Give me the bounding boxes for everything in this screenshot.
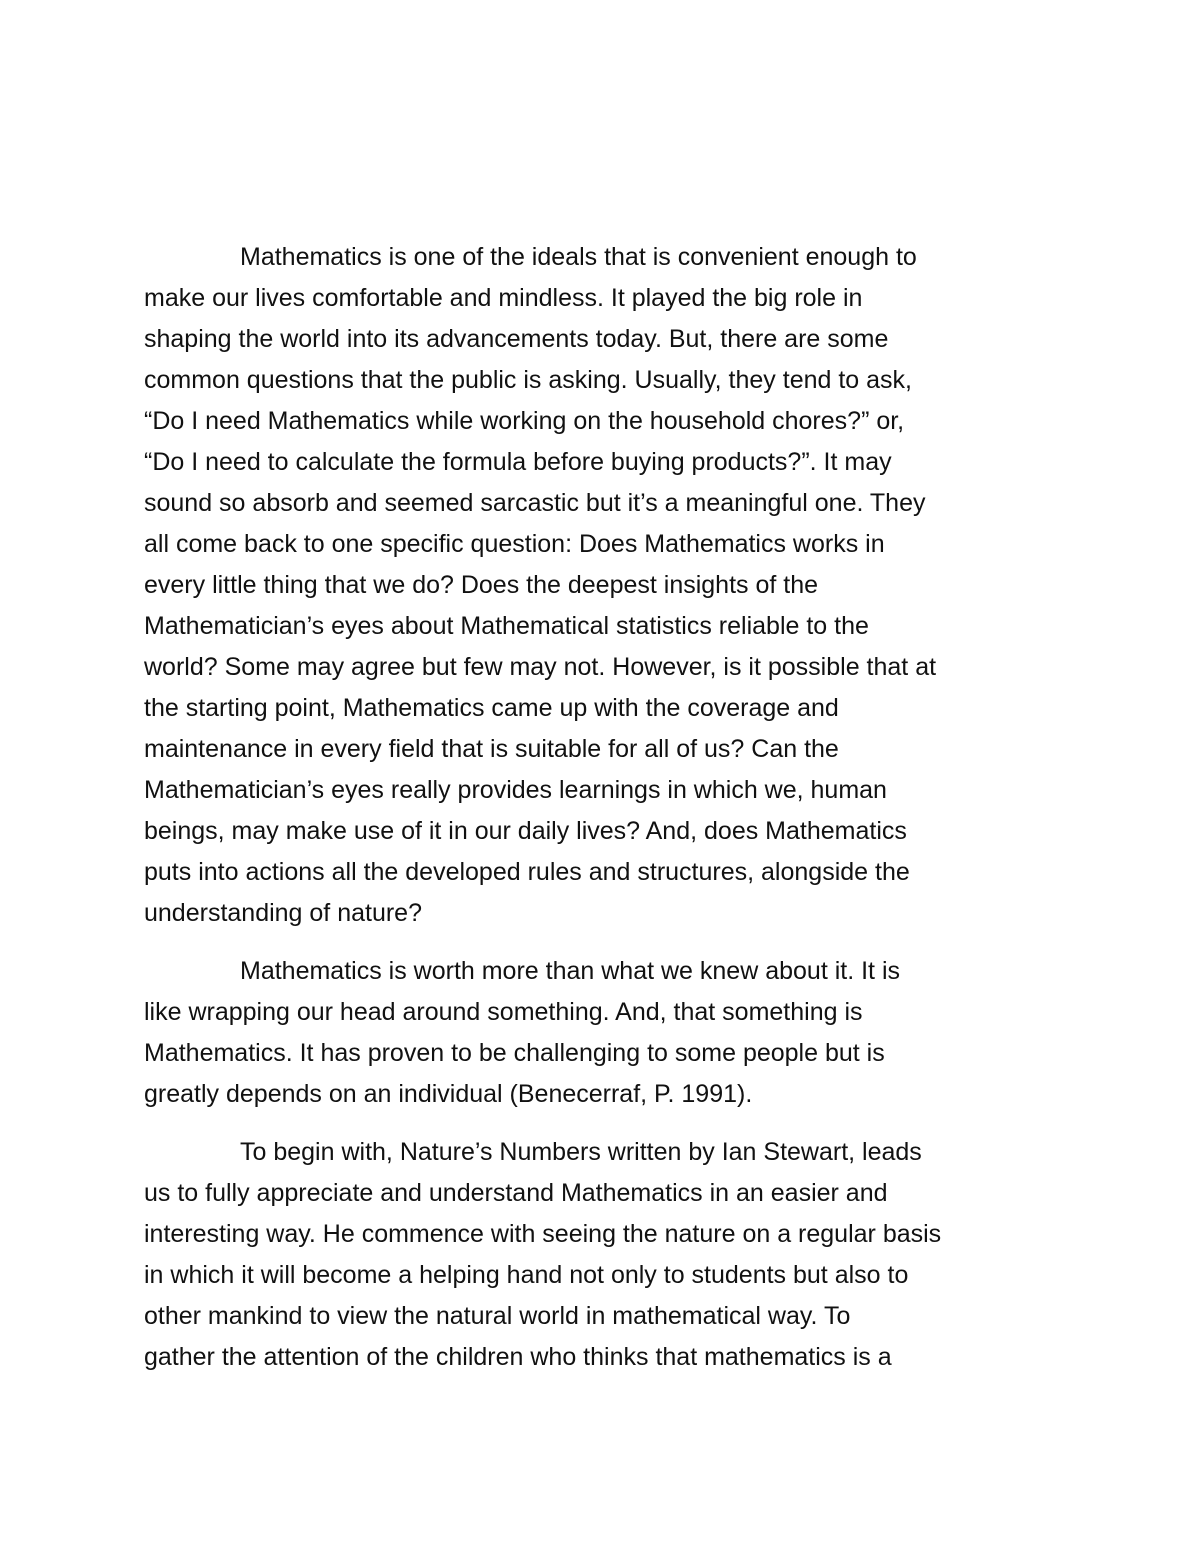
text-line: the starting point, Mathematics came up with the coverage and: [144, 694, 839, 722]
text-line: sound so absorb and seemed sarcastic but it’s a meaningful one. They: [144, 489, 926, 517]
text-line: shaping the world into its advancements today. But, there are some: [144, 325, 889, 353]
text-line: Mathematics. It has proven to be challenging to some people but is: [144, 1039, 885, 1067]
text-line: To begin with, Nature’s Numbers written by Ian Stewart, leads: [240, 1138, 922, 1166]
text-line: make our lives comfortable and mindless. It played the big role in: [144, 284, 863, 312]
document-body: [144, 237, 1064, 1378]
text-line: understanding of nature?: [144, 899, 422, 927]
text-line: beings, may make use of it in our daily lives? And, does Mathematics: [144, 817, 907, 845]
text-line: “Do I need Mathematics while working on the household chores?” or,: [144, 407, 905, 435]
text-line: gather the attention of the children who thinks that mathematics is a: [144, 1343, 892, 1371]
text-line: other mankind to view the natural world in mathematical way. To: [144, 1302, 851, 1330]
text-line: us to fully appreciate and understand Mathematics in an easier and: [144, 1179, 888, 1207]
text-line: Mathematician’s eyes about Mathematical statistics reliable to the: [144, 612, 869, 640]
paragraph-1: [144, 237, 1064, 934]
paragraph-3: [144, 1132, 1064, 1378]
text-line: Mathematics is worth more than what we knew about it. It is: [240, 957, 900, 985]
text-line: every little thing that we do? Does the deepest insights of the: [144, 571, 819, 599]
text-line: in which it will become a helping hand not only to students but also to: [144, 1261, 909, 1289]
text-line: all come back to one specific question: Does Mathematics works in: [144, 530, 885, 558]
text-line: “Do I need to calculate the formula before buying products?”. It may: [144, 448, 892, 476]
paragraph-2: [144, 951, 1064, 1115]
text-line: world? Some may agree but few may not. However, is it possible that at: [144, 653, 937, 681]
text-line: interesting way. He commence with seeing the nature on a regular basis: [144, 1220, 942, 1248]
text-line: maintenance in every field that is suitable for all of us? Can the: [144, 735, 839, 763]
text-line: puts into actions all the developed rules and structures, alongside the: [144, 858, 910, 886]
text-line: Mathematician’s eyes really provides learnings in which we, human: [144, 776, 887, 804]
text-line: common questions that the public is asking. Usually, they tend to ask,: [144, 366, 912, 394]
text-line: greatly depends on an individual (Benecerraf, P. 1991).: [144, 1080, 753, 1108]
text-line: Mathematics is one of the ideals that is convenient enough to: [240, 243, 917, 271]
text-line: like wrapping our head around something. And, that something is: [144, 998, 863, 1026]
